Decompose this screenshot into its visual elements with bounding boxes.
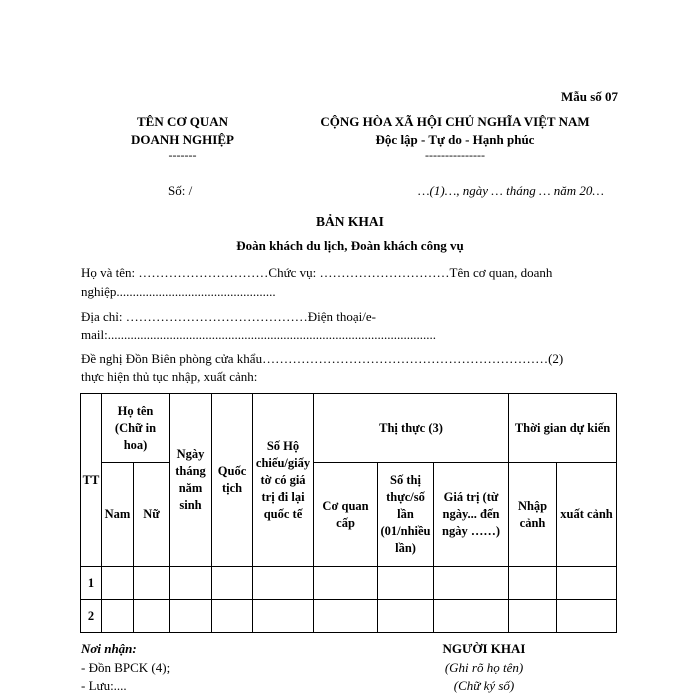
col-dob: Ngày tháng năm sinh — [170, 394, 212, 567]
enterprise-line: nghiệp................................................. — [81, 284, 276, 299]
recipients-label: Nơi nhận: — [81, 641, 137, 656]
cell[interactable] — [134, 567, 170, 600]
col-tt: TT — [81, 394, 102, 567]
col-passport: Số Hộ chiếu/giấy tờ có giá trị đi lại quốc tế — [253, 394, 314, 567]
cell[interactable] — [253, 600, 314, 633]
col-visa-header: Thị thực (3) — [314, 394, 509, 463]
cell[interactable] — [434, 567, 509, 600]
cell[interactable] — [314, 567, 378, 600]
col-name-header: Họ tên (Chữ in hoa) — [102, 394, 170, 463]
cell[interactable] — [378, 600, 434, 633]
cell[interactable] — [170, 600, 212, 633]
address-phone-line: Địa chỉ: ……………………………………Điện thoại/e- — [81, 309, 376, 324]
col-female: Nữ — [134, 463, 170, 567]
email-line: mail:..................................................................................................... — [81, 327, 436, 342]
cell[interactable] — [170, 567, 212, 600]
cell[interactable] — [212, 567, 253, 600]
cell[interactable] — [212, 600, 253, 633]
recipient-item: - Đồn BPCK (4); — [81, 660, 171, 675]
col-male: Nam — [102, 463, 134, 567]
table-row — [81, 567, 617, 600]
cell[interactable] — [557, 567, 617, 600]
cell[interactable] — [102, 600, 134, 633]
document-subtitle: Đoàn khách du lịch, Đoàn khách công vụ — [236, 238, 464, 253]
place-date-line: …(1)…, ngày … tháng … năm 20… — [418, 183, 604, 198]
cell[interactable] — [378, 567, 434, 600]
declaration-table — [80, 393, 617, 633]
signer-note: (Ghi rõ họ tên) — [444, 660, 524, 675]
agency-name-line2: DOANH NGHIỆP — [131, 132, 234, 147]
cell[interactable] — [434, 600, 509, 633]
nation-motto: Độc lập - Tự do - Hạnh phúc — [375, 132, 535, 147]
name-position-line: Họ và tên: …………………………Chức vụ: …………………………Tên cơ quan, doanh — [81, 265, 553, 280]
recipient-item: - Lưu:.... — [81, 678, 127, 693]
table-row — [81, 600, 617, 633]
procedure-line: thực hiện thủ tục nhập, xuất cảnh: — [81, 369, 258, 384]
cell[interactable] — [509, 567, 557, 600]
document-title: BẢN KHAI — [316, 214, 384, 229]
document-number: Số: / — [168, 183, 193, 198]
col-entry: Nhập cảnh — [509, 463, 557, 567]
agency-name-line1: TÊN CƠ QUAN — [136, 114, 228, 129]
col-visa-number: Số thị thực/số lần (01/nhiều lần) — [378, 463, 434, 567]
form-number: Mẫu số 07 — [560, 89, 618, 104]
cell[interactable] — [134, 600, 170, 633]
col-nationality: Quốc tịch — [212, 394, 253, 567]
nation-rule: --------------- — [425, 148, 485, 162]
cell[interactable] — [509, 600, 557, 633]
col-exit: xuất cảnh — [557, 463, 617, 567]
row-number: 1 — [81, 567, 102, 600]
signer-note: (Chữ ký số) — [453, 678, 515, 693]
cell[interactable] — [314, 600, 378, 633]
cell[interactable] — [557, 600, 617, 633]
col-time-header: Thời gian dự kiến — [509, 394, 617, 463]
signer-title: NGƯỜI KHAI — [442, 641, 526, 656]
border-post-line: Đề nghị Đồn Biên phòng cửa khẩu…………………………………………………………(2) — [81, 351, 564, 366]
cell[interactable] — [253, 567, 314, 600]
col-visa-agency: Cơ quan cấp — [314, 463, 378, 567]
agency-rule: ------- — [168, 148, 197, 162]
row-number: 2 — [81, 600, 102, 633]
col-visa-validity: Giá trị (từ ngày... đến ngày ……) — [434, 463, 509, 567]
nation-name: CỘNG HÒA XÃ HỘI CHỦ NGHĨA VIỆT NAM — [320, 114, 590, 129]
cell[interactable] — [102, 567, 134, 600]
